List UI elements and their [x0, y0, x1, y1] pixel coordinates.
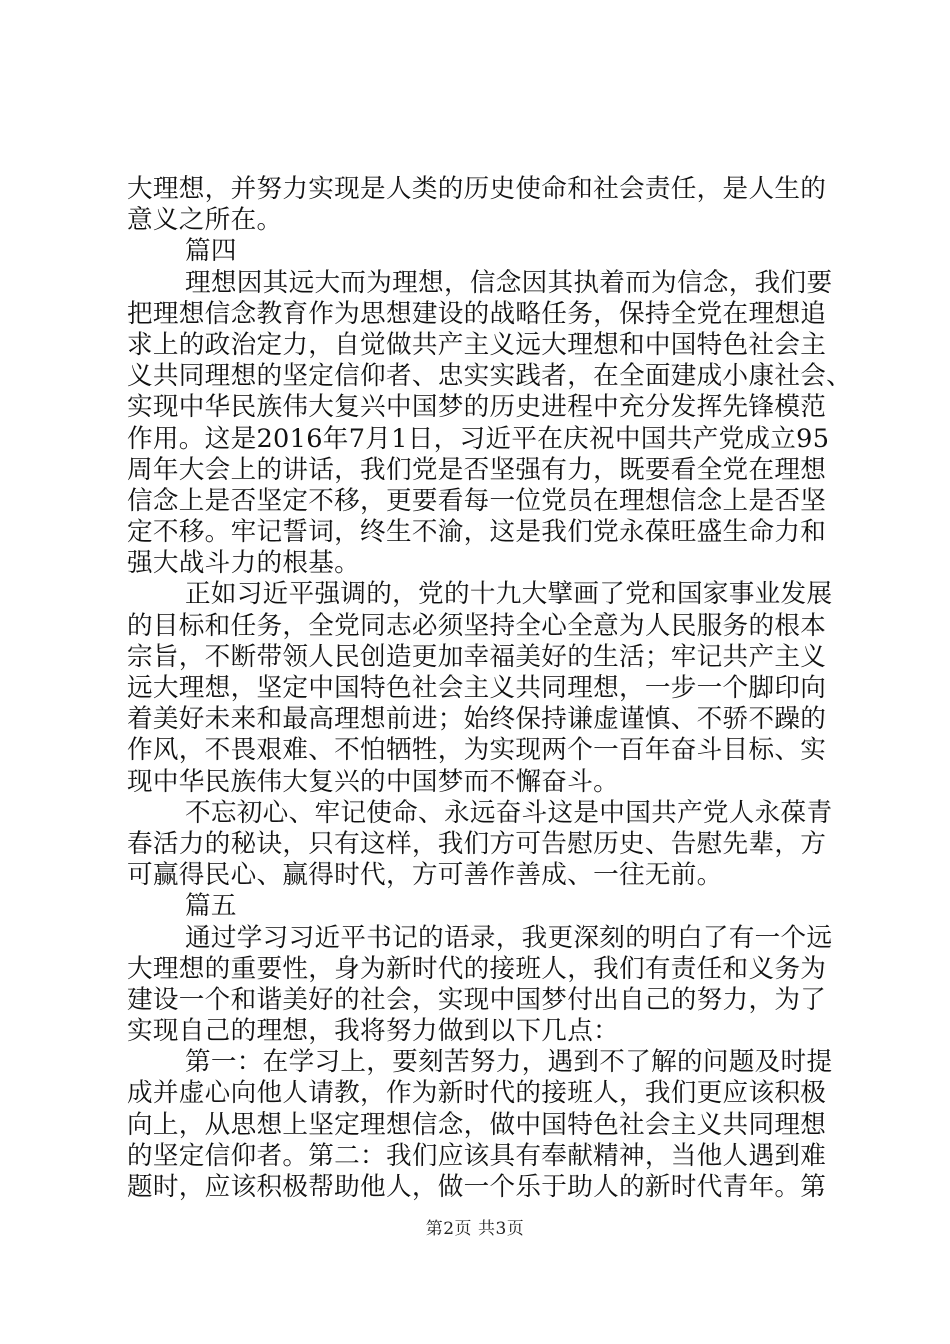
text-line: 通过学习习近平书记的语录，我更深刻的明白了有一个远 — [185, 922, 833, 953]
document-body — [127, 174, 853, 1203]
text-line: 周年大会上的讲话，我们党是否坚强有力，既要看全党在理想 — [127, 454, 827, 485]
section-heading-4: 篇四 — [185, 236, 237, 267]
text-line: 强大战斗力的根基。 — [127, 548, 361, 579]
text-line: 题时，应该积极帮助他人，做一个乐于助人的新时代青年。第 — [127, 1172, 827, 1202]
text-line: 义共同理想的坚定信仰者、忠实实践者，在全面建成小康社会、 — [127, 361, 853, 392]
text-line: 现中华民族伟大复兴的中国梦而不懈奋斗。 — [127, 766, 619, 797]
text-line: 意义之所在。 — [127, 205, 283, 236]
text-line: 信念上是否坚定不移，更要看每一位党员在理想信念上是否坚 — [127, 485, 827, 516]
section-heading-5: 篇五 — [185, 891, 237, 922]
text-line: 正如习近平强调的，党的十九大擘画了党和国家事业发展 — [185, 579, 833, 610]
text-line: 把理想信念教育作为思想建设的战略任务，保持全党在理想追 — [127, 298, 827, 329]
text-line: 大理想的重要性，身为新时代的接班人，我们有责任和义务为 — [127, 953, 827, 984]
text-line: 定不移。牢记誓词，终生不渝，这是我们党永葆旺盛生命力和 — [127, 517, 827, 548]
text-line: 可赢得民心、赢得时代，方可善作善成、一往无前。 — [127, 860, 723, 891]
text-line: 向上，从思想上坚定理想信念，做中国特色社会主义共同理想 — [127, 1109, 827, 1140]
text-line: 第一：在学习上，要刻苦努力，遇到不了解的问题及时提 — [185, 1047, 833, 1078]
text-line: 不忘初心、牢记使命、永远奋斗这是中国共产党人永葆青 — [185, 797, 833, 828]
text-line: 求上的政治定力，自觉做共产主义远大理想和中国特色社会主 — [127, 329, 827, 360]
text-line: 的目标和任务，全党同志必须坚持全心全意为人民服务的根本 — [127, 610, 827, 641]
page-number-footer: 第2页 共3页 — [425, 1219, 525, 1239]
text-line: 成并虚心向他人请教，作为新时代的接班人，我们更应该积极 — [127, 1078, 827, 1109]
text-line: 远大理想，坚定中国特色社会主义共同理想，一步一个脚印向 — [127, 673, 827, 703]
text-line: 宗旨，不断带领人民创造更加幸福美好的生活；牢记共产主义 — [127, 641, 827, 672]
text-line: 着美好未来和最高理想前进；始终保持谦虚谨慎、不骄不躁的 — [127, 704, 827, 735]
text-line: 大理想，并努力实现是人类的历史使命和社会责任，是人生的 — [127, 174, 827, 204]
text-line: 建设一个和谐美好的社会，实现中国梦付出自己的努力，为了 — [127, 984, 827, 1015]
text-line: 实现自己的理想，我将努力做到以下几点： — [127, 1016, 619, 1047]
text-line: 实现中华民族伟大复兴中国梦的历史进程中充分发挥先锋模范 — [127, 392, 827, 423]
text-line: 作风，不畏艰难、不怕牺牲，为实现两个一百年奋斗目标、实 — [127, 735, 827, 766]
text-line: 春活力的秘诀，只有这样，我们方可告慰历史、告慰先辈，方 — [127, 828, 827, 859]
text-line: 的坚定信仰者。第二：我们应该具有奉献精神，当他人遇到难 — [127, 1140, 827, 1171]
text-line: 理想因其远大而为理想，信念因其执着而为信念，我们要 — [185, 267, 833, 298]
text-line: 作用。这是2016年7月1日，习近平在庆祝中国共产党成立95 — [127, 423, 830, 454]
